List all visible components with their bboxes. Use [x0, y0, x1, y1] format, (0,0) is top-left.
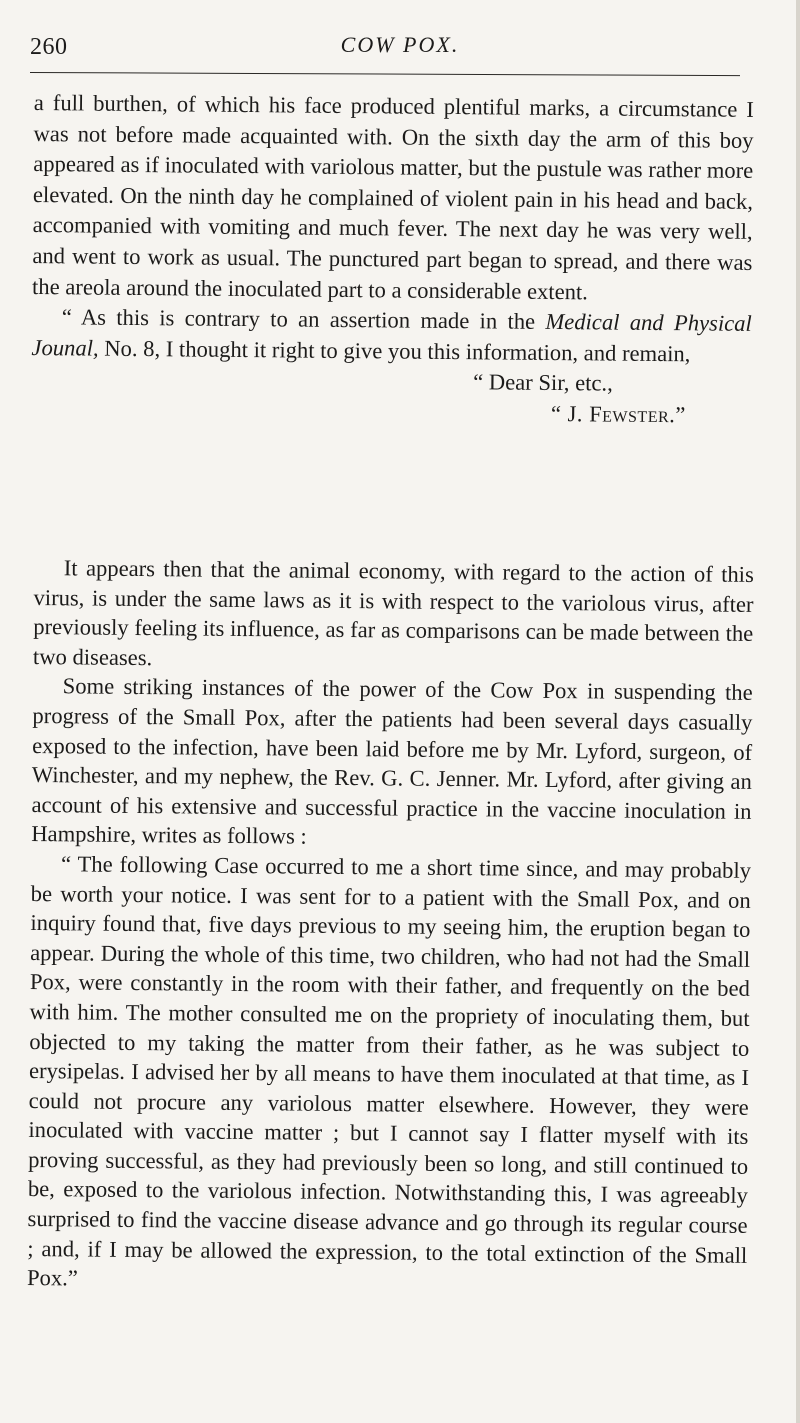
main-text-block: [27, 553, 754, 1300]
paragraph-lyford-case: “ The following Case occurred to me a short time since, and may probably be worth your notice. I was sent for to a patient with the Small Pox, and on inquiry found that, five days previous to my seeing him, the eruption began to appear. During the whole of this time, two children, who had not had the Small Pox, were constantly in the room with their father, and frequently on the bed with him. The mother consulted me on the propriety of inoculating them, but objected to my taking the matter from their father, as he was subject to erysipelas. I advised her by all means to have them inoculated at that time, as I could not procure any variolous matter elsewhere. However, they were inoculated with vaccine matter ; but I cannot say I flatter myself with its proving successful, as they had previously been so long, and still continued to be, exposed to the variolous infection. Notwithstanding this, I was agreeably surprised to find the vaccine disease advance and go through its regular course ; and, if I may be allowed the expression, to the total extinction of the Small Pox.”: [26, 851, 752, 1291]
journal-title: Medical and Physical Jounal,: [31, 309, 752, 361]
letter-signature: “ J. Fewster.”: [550, 400, 687, 428]
letter-signature-line: [31, 394, 751, 432]
paragraph-lyford-instances: Some striking instances of the power of the Cow Pox in suspending the progress of the Small Pox, after the patients had been several days casually exposed to the infection, have been laid before me by Mr. Lyford, surgeon, of Winchester, and my nephew, the Rev. G. C. Jenner. Mr. Lyford, after giving an account of his extensive and successful practice in the vaccine inoculation in Hampshire, writes as follows :: [31, 673, 753, 849]
letter-closing-paragraph: [31, 302, 752, 370]
page-number: 260: [30, 34, 68, 60]
paragraph-animal-economy: It appears then that the animal economy, with regard to the action of this virus, is under the same laws as it is with respect to the variolous virus, after previously feeling its influence, as far as comparisons can be made between the two diseases.: [32, 555, 754, 670]
header-rule: [30, 72, 740, 76]
running-title: COW POX.: [340, 32, 460, 57]
running-head: [30, 30, 770, 66]
letter-block: [31, 88, 754, 431]
page-edge-shadow: [796, 0, 800, 1423]
letter-salutation: “ Dear Sir, etc.,: [473, 369, 613, 396]
letter-continuation-paragraph: a full burthen, of which his face produced plentiful marks, a circumstance I was not before made acquainted with. On the sixth day the arm of this boy appeared as if inoculated with variolous matter, but the pustule was rather more elevated. On the ninth day he complained of violent pain in his head and back, accompanied with vomiting and much fever. The next day he was very well, and went to work as usual. The punctured part began to spread, and there was the areola around the inoculated part to a considerable extent.: [31, 89, 754, 304]
letter-closing-text-a: “ As this is contrary to an assertion made in the: [61, 304, 546, 335]
letter-closing-text-b: No. 8, I thought it right to give you this information, and remain,: [98, 335, 691, 367]
